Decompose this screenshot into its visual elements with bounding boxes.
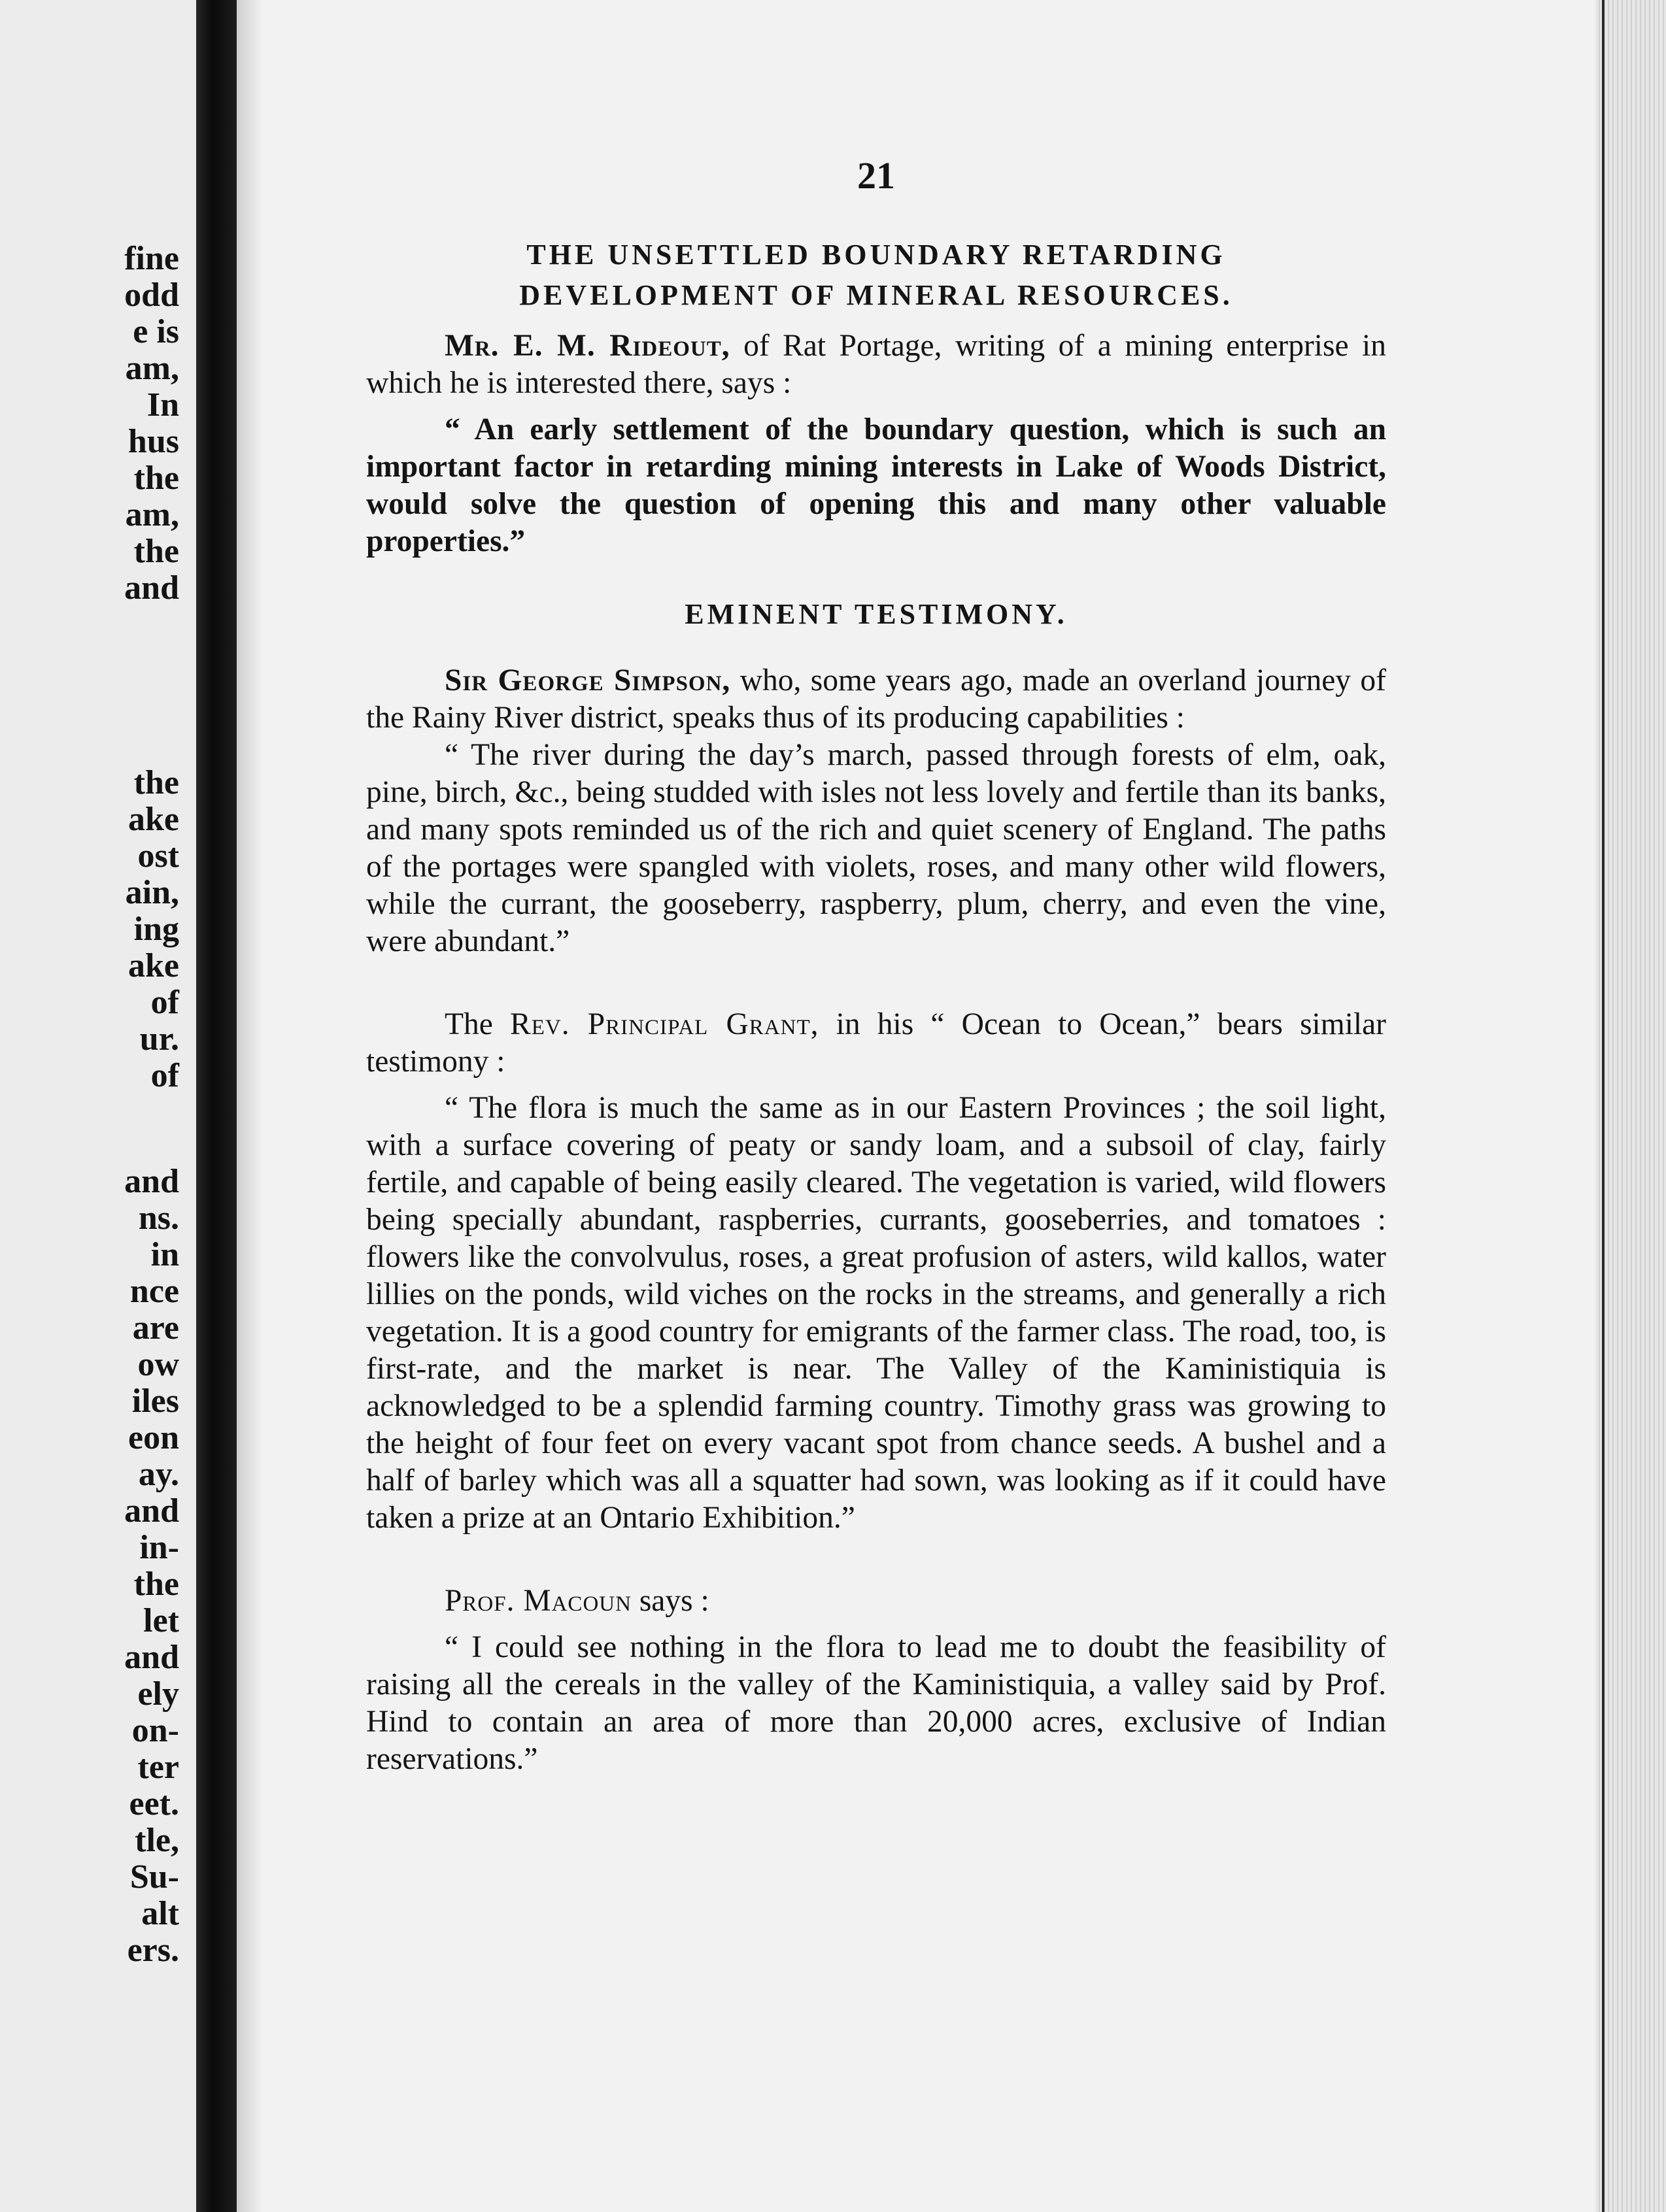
left-page-fragment: eon [128,1419,179,1456]
left-page-fragment: of [150,1057,179,1094]
left-page-fragment: are [132,1309,179,1347]
rideout-intro-text: of Rat Portage, writing of a mining enterprise in which he is interested there, says : [366,329,1386,400]
macoun-intro-text: says : [631,1584,709,1618]
grant-name: Rev. Principal Grant, [510,1007,819,1041]
left-page-fragment: the [133,533,179,570]
left-page-fragment: ain, [125,874,179,911]
left-page-fragment: ter [137,1749,179,1786]
simpson-intro-paragraph [366,662,1386,737]
left-page-fragment: ers. [127,1932,179,1969]
page-gutter-shadow [237,0,263,2212]
left-page-fragment: ost [137,837,179,875]
grant-quote: “ The flora is much the same as in our Eastern Provinces ; the soil light, with a surface covering of peaty or sandy loam, and a subsoil of clay, fairly fertile, and capable of being easily cleared. The vegetation is varied, wild flowers being specially abundant, raspberries, currants, gooseberries, and tomatoes : flowers like the convolvulus, roses, a great profusion of asters, wild kallos, water lillies on the ponds, wild viches on the rocks in the streams, and generally a rich vegetation. It is a good country for emigrants of the farmer class. The road, too, is first-rate, and the market is near. The Valley of the Kaministiquia is acknowledged to be a splendid farming country. Timothy grass was growing to the height of four feet on every vacant spot from chance seeds. A bushel and a half of barley which was all a squatter had sown, was looking as if it could have taken a prize at an Ontario Exhibition.” [366,1091,1386,1535]
grant-intro-text: in his “ Ocean to Ocean,” bears similar testimony : [366,1007,1386,1079]
grant-intro-paragraph [366,1006,1386,1081]
left-page-fragment: and [124,1492,179,1530]
left-page-fragment: the [133,764,179,801]
left-page-fragment: ow [137,1346,179,1383]
left-page-fragment: ns. [138,1199,179,1237]
left-page-fragment: let [143,1602,179,1639]
left-page-fragment: the [133,460,179,497]
left-page-fragment: ake [128,801,179,838]
left-page-fragment: of [150,984,179,1021]
book-spine [196,0,237,2212]
left-page-fragment: iles [131,1382,179,1420]
left-page-fragment: in- [139,1529,179,1566]
left-page-fragment: odd [124,276,179,314]
left-page-fragment: hus [128,423,179,460]
left-page-fragment: tle, [135,1822,179,1859]
left-page-fragment: nce [129,1273,179,1310]
page-edge-line [1602,0,1605,2212]
left-page-fragment: ake [128,947,179,984]
left-page-fragment: ur. [139,1020,179,1058]
section-heading-boundary-line2: DEVELOPMENT OF MINERAL RESOURCES. [519,279,1233,311]
left-page-fragment: eet. [129,1785,179,1822]
left-page-fragment: am, [125,496,179,533]
simpson-name: Sir George Simpson, [445,663,731,697]
macoun-intro-paragraph [366,1583,1386,1620]
left-page-fragment: and [124,1163,179,1200]
left-page-fragment: In [146,386,179,424]
left-page-fragment: fine [124,240,179,277]
left-page-fragment: in [150,1236,179,1273]
macoun-quote: “ I could see nothing in the flora to lead me to doubt the feasibility of raising all the cereals in the valley of the Kaministiquia, a valley said by Prof. Hind to contain an area of more than 20,000 acres, exclusive of Indian reservations.” [366,1630,1386,1776]
left-page-fragment: ely [137,1675,179,1713]
section-heading-testimony: EMINENT TESTIMONY. [685,598,1068,630]
section-heading-boundary-line1: THE UNSETTLED BOUNDARY RETARDING [526,239,1226,271]
grant-intro-prefix: The [445,1007,511,1041]
left-page-fragment: on- [131,1712,179,1749]
left-page-fragment: e is [133,313,179,350]
left-facing-page [0,0,196,2212]
rideout-name: Mr. E. M. Rideout, [445,329,730,363]
page-number: 21 [857,154,895,197]
left-page-fragment: am, [125,350,179,387]
left-page-fragment: the [133,1566,179,1603]
simpson-quote: “ The river during the day’s march, passed through forests of elm, oak, pine, birch, &c., being studded with isles not less lovely and fertile than its banks, and many spots reminded us of the rich and quiet scenery of England. The paths of the portages were spangled with violets, roses, and many other wild flowers, while the currant, the gooseberry, raspberry, plum, cherry, and even the vine, were abundant.” [366,738,1386,958]
rideout-intro-paragraph [366,327,1386,402]
left-page-fragment: and [124,1639,179,1676]
macoun-name: Prof. Macoun [445,1584,632,1618]
left-page-fragment: ay. [138,1456,179,1493]
page-edges [1595,0,1666,2212]
left-page-fragment: ing [133,911,179,948]
left-page-fragment: alt [141,1895,179,1932]
left-page-fragment: and [124,569,179,607]
page-content [366,154,1386,1778]
simpson-intro-text: who, some years ago, made an overland journey of the Rainy River district, speaks thus of its producing capabilities : [366,663,1386,735]
left-page-fragment: Su- [129,1858,179,1896]
rideout-quote: “ An early settlement of the boundary question, which is such an important factor in retarding mining interests in Lake of Woods District, would solve the question of opening this and many other valuable properties.” [366,412,1386,558]
